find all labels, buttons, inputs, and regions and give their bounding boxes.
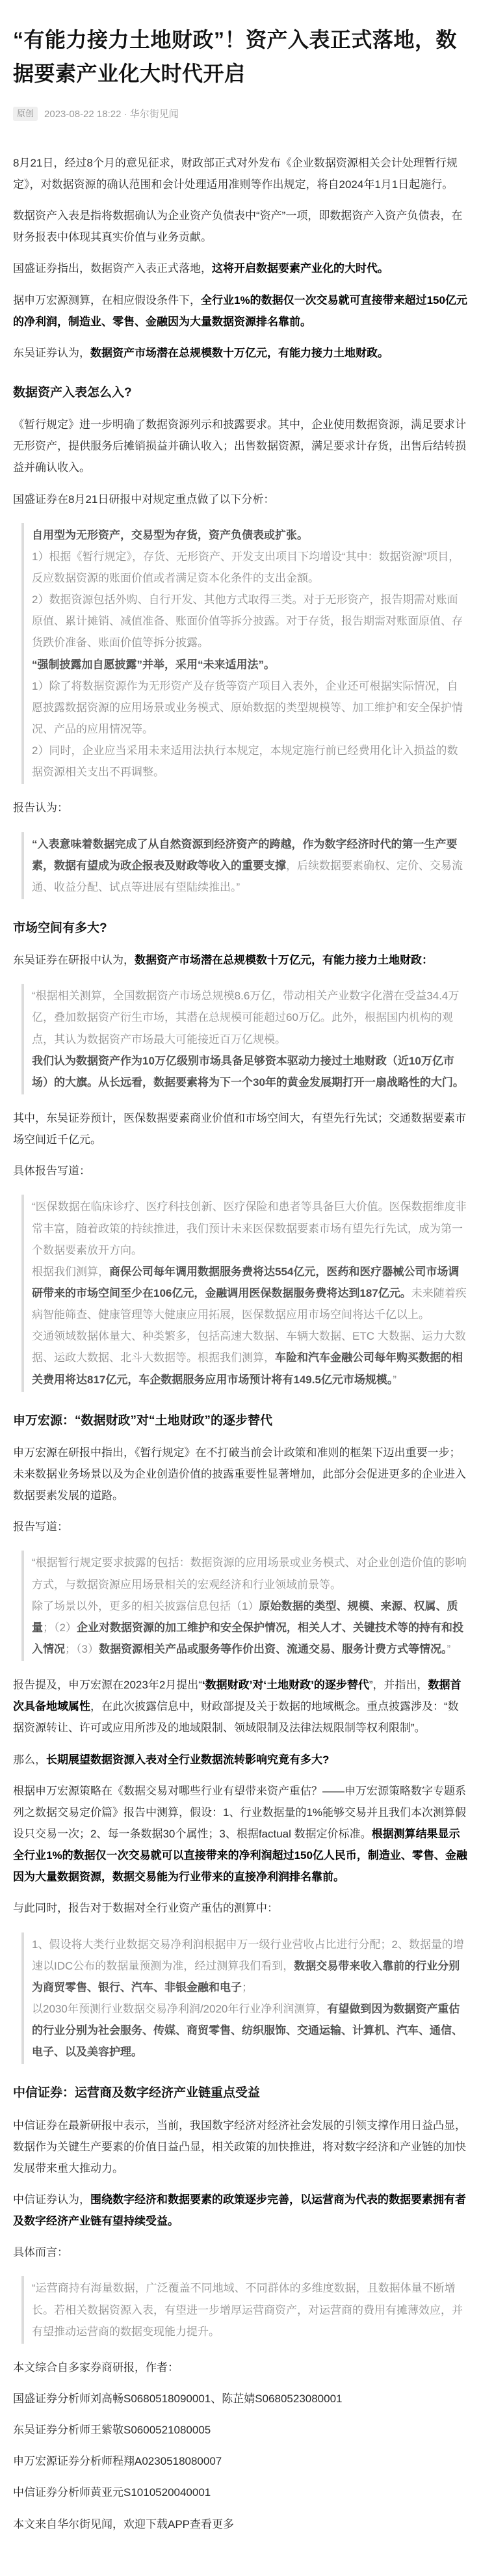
paragraph: 报告认为： (13, 802, 68, 815)
paragraph: 报告写道： (13, 1521, 68, 1534)
quote-paragraph: “医保数据在临床诊疗、医疗科技创新、医疗保险和患者等具备巨大价值。医保数据维度非常丰富，随着政策的持续推进，我们预计未来医保数据要素市场有望先行先试，成为第一个数据要素放开方向。 (32, 1200, 467, 1256)
original-badge: 原创 (13, 107, 38, 121)
quote-paragraph: 交通领域数据体量大、种类繁多，包括高速大数据、车辆大数据、ETC 大数据、运力大数据、运政大数据、北斗大数据等。根据我们测算，车险和汽车金融公司每年购买数据的相关费用将达817亿元，车企数据服务应用市场预计将有149.5亿元市场规模。” (32, 1330, 466, 1386)
research-quote-block (21, 523, 468, 785)
paragraph: 东吴证券认为，数据资产市场潜在总规模数十万亿元，有能力接力土地财政。 (13, 346, 389, 359)
paragraph: 国盛证券指出，数据资产入表正式落地，这将开启数据要素产业化的大时代。 (13, 262, 389, 275)
bold-text: 数据资产市场潜在总规模数十万亿元，有能力接力土地财政。 (90, 346, 389, 359)
date-source-text: 2023-08-22 18:22 · 华尔街见闻 (44, 109, 179, 120)
paragraph: 根据申万宏源策略在《数据交易对哪些行业有望带来资产重估？——申万宏源策略数字专题系列之数据交易定价篇》报告中测算，假设：1、行业数据量的1%能够交易并且我们本次测算假设只交易一次；2、每一条数据30个属性；3、根据factual 数据定价标准。根据测算结果显示全行业1%的数据仅一次交易就可以直接带来的净利润超过150亿人民币，制造业、零售、金融因为大量数据资源，数据交易能为行业带来的直接净利润排名靠前。 (13, 1784, 467, 1884)
paragraph: 具体报告写道： (13, 1165, 90, 1178)
article-body (13, 152, 468, 2535)
paragraph: 国盛证券分析师刘高畅S0680518090001、陈芷婧S0680523080001 (13, 2392, 343, 2405)
research-quote-block (21, 832, 468, 899)
paragraph: 中信证券认为，围绕数字经济和数据要素的政策逐步完善，以运营商为代表的数据要素拥有者及数字经济产业链有望持续受益。 (13, 2193, 466, 2228)
paragraph: 与此同时，报告对于数据对全行业资产重估的测算中： (13, 1902, 278, 1915)
quote-paragraph: “根据相关测算，全国数据资产市场总规模8.6万亿，带动相关产业数字化潜在受益34.4万亿，叠加数据资产衍生市场，其潜在总规模可能超过60万亿。此外，根据国内机构的观点，其认为数据资产市场最大可能接近百万亿规模。 (32, 990, 460, 1046)
bold-text: 商保公司每年调用数据服务费将达554亿元，医药和医疗器械公司市场调研带来的市场空间至少在106亿元，金融调用医保数据服务费将达到187亿元。 (32, 1265, 460, 1299)
research-quote-block (21, 984, 468, 1094)
paragraph: 据申万宏源测算，在相应假设条件下，全行业1%的数据仅一次交易就可直接带来超过150亿元的净利润，制造业、零售、金融因为大量数据资源排名靠前。 (13, 293, 467, 328)
paragraph: 本文综合自多家券商研报，作者： (13, 2361, 179, 2374)
paragraph: 中信证券在最新研报中表示，当前，我国数字经济对经济社会发展的引领支撑作用日益凸显，数据作为关键生产要素的价值日益凸显，相关政策的加快推进，将对数字经济和产业链的加快发展带来重大推动力。 (13, 2119, 466, 2175)
quote-paragraph: 2）数据资源包括外购、自行开发、其他方式取得三类。对于无形资产，报告期需对账面原值、累计摊销、减值准备、账面价值等拆分披露。对于存货，报告期需对账面原值、存货跌价准备、账面价值等拆分披露。 (32, 593, 463, 649)
quote-paragraph: 2）同时，企业应当采用未来适用法执行本规定，本规定施行前已经费用化计入损益的数据资源相关支出不再调整。 (32, 744, 458, 779)
paragraph: 报告提及，申万宏源在2023年2月提出“‘数据财政’对‘土地财政’的逐步替代”，并指出，数据首次具备地域属性，在此次披露信息中，财政部提及关于数据的地域概念。重点披露涉及：“数据资源转让、许可或应用所涉及的地域限制、领域限制及法律法规限制等权利限制”。 (13, 1679, 462, 1735)
bold-text: ‘数据财政’对‘土地财政’的逐步替代 (202, 1679, 369, 1692)
research-quote-block (21, 1932, 468, 2065)
section-heading: 数据资产入表怎么入? (13, 385, 132, 400)
bold-text: 原始数据的类型、规模、来源、权属、质量 (32, 1599, 458, 1634)
bold-text: 数据资源相关产品或服务等作价出资、流通交易、服务计费方式等情况。 (98, 1643, 447, 1655)
bold-text: 长期展望数据资源入表对全行业数据流转影响究竟有多大? (46, 1753, 330, 1766)
paragraph: 那么，长期展望数据资源入表对全行业数据流转影响究竟有多大? (13, 1753, 330, 1766)
quote-paragraph: 1）根据《暂行规定》，存货、无形资产、开发支出项目下均增设“其中：数据资源”项目，反应数据资源的账面价值或者满足资本化条件的支出金额。 (32, 550, 460, 584)
paragraph: 国盛证券在8月21日研报中对规定重点做了以下分析： (13, 493, 275, 506)
quote-paragraph: 以2030年预测行业数据交易净利润/2020年行业净利润测算，有望做到因为数据资产重估的行业分别为社会服务、传媒、商贸零售、纺织服饰、交通运输、计算机、汽车、通信、电子、以及美容护理。 (32, 2002, 463, 2059)
bold-text: 全行业1%的数据仅一次交易就可直接带来超过150亿元的净利润，制造业、零售、金融因为大量数据资源排名靠前。 (13, 293, 467, 328)
section-heading: 市场空间有多大? (13, 921, 107, 935)
paragraph: 数据资产入表是指将数据确认为企业资产负债表中“资产”一项，即数据资产入资产负债表，在财务报表中体现其真实价值与业务贡献。 (13, 210, 463, 244)
article-meta (13, 107, 468, 121)
bold-text: 企业对数据资源的加工维护和安全保护情况，相关人才、关键技术等的持有和投入情况 (32, 1621, 463, 1655)
bold-text: 有望做到因为数据资产重估的行业分别为社会服务、传媒、商贸零售、纺织服饰、交通运输、计算机、汽车、通信、电子、以及美容护理。 (32, 2002, 463, 2059)
section-heading: 中信证券：运营商及数字经济产业链重点受益 (13, 2086, 261, 2100)
bold-text: 数据交易带来收入靠前的行业分别为商贸零售、银行、汽车、非银金融和电子 (32, 1959, 460, 1994)
paragraph: 本文来自华尔街见闻，欢迎下载APP查看更多 (13, 2517, 235, 2530)
research-quote-block (21, 2276, 468, 2343)
paragraph: 申万宏源在研报中指出，《暂行规定》在不打破当前会计政策和准则的框架下迈出重要一步；未来数据业务场景以及为企业创造价值的披露重要性显著增加，此部分会促进更多的企业进入数据要素发展的道路。 (13, 1446, 466, 1502)
paragraph: 具体而言： (13, 2246, 68, 2259)
quote-paragraph: 除了场景以外，更多的相关披露信息包括（1）原始数据的类型、规模、来源、权属、质量；（2）企业对数据资源的加工维护和安全保护情况，相关人才、关键技术等的持有和投入情况；（3）数据资源相关产品或服务等作价出资、流通交易、服务计费方式等情况。” (32, 1599, 463, 1655)
bold-text: 围绕数字经济和数据要素的政策逐步完善，以运营商为代表的数据要素拥有者及数字经济产业链有望持续受益。 (13, 2193, 466, 2228)
bold-text: 车险和汽车金融公司每年购买数据的相关费用将达817亿元，车企数据服务应用市场预计将有149.5亿元市场规模。 (32, 1351, 463, 1386)
bold-text: 我们认为数据资产作为10万亿级别市场具备足够资本驱动力接过土地财政（近10万亿市场）的大旗。从长远看，数据要素将为下一个30年的黄金发展期打开一扇战略性的大门。 (32, 1054, 464, 1089)
quote-paragraph (32, 654, 468, 675)
bold-text: 数据首次具备地域属性 (13, 1679, 462, 1713)
paragraph: 其中，东吴证券预计，医保数据要素商业价值和市场空间大，有望先行先试；交通数据要素市场空间近千亿元。 (13, 1112, 466, 1146)
quote-paragraph (32, 1050, 468, 1093)
quote-paragraph (32, 524, 468, 546)
paragraph: 中信证券分析师黄亚元S1010520040001 (13, 2486, 211, 2499)
bold-text: 自用型为无形资产，交易型为存货，资产负债表或扩张。 (32, 528, 308, 541)
quote-paragraph: “根据暂行规定要求披露的包括：数据资源的应用场景或业务模式、对企业创造价值的影响方式，与数据资源应用场景相关的宏观经济和行业领域前景等。 (32, 1556, 467, 1591)
page-title: “有能力接力土地财政”！资产入表正式落地，数据要素产业化大时代开启 (13, 28, 458, 85)
quote-paragraph: “运营商持有海量数据，广泛覆盖不同地域、不同群体的多维度数据，且数据体量不断增长。若相关数据资源入表，有望进一步增厚运营商资产，对运营商的费用有摊薄效应，并有望推动运营商的数据变现能力提升。 (32, 2282, 463, 2338)
quote-paragraph: “入表意味着数据完成了从自然资源到经济资产的跨越，作为数字经济时代的第一生产要素，数据有望成为政企报表及财政等收入的重要支撑，后续数据要素确权、定价、交易流通、收益分配、试点等进展有望陆续推出。” (32, 837, 463, 893)
bold-text: 这将开启数据要素产业化的大时代。 (212, 262, 389, 275)
research-quote-block (21, 1551, 468, 1661)
section-heading: 申万宏源：“数据财政”对“土地财政”的逐步替代 (13, 1413, 273, 1428)
bold-text: “强制披露加自愿披露”并举，采用“未来适用法”。 (32, 658, 275, 671)
paragraph: 东吴证券分析师王紫敬S0600521080005 (13, 2424, 211, 2437)
paragraph: 东吴证券在研报中认为，数据资产市场潜在总规模数十万亿元，有能力接力土地财政： (13, 954, 433, 967)
bold-text: 数据资产市场潜在总规模数十万亿元，有能力接力土地财政： (135, 954, 433, 967)
paragraph: 8月21日，经过8个月的意见征求，财政部正式对外发布《企业数据资源相关会计处理暂行规定》，对数据资源的确认范围和会计处理适用准则等作出规定，将自2024年1月1日起施行。 (13, 156, 458, 191)
research-quote-block (21, 1195, 468, 1391)
quote-paragraph: 1）除了将数据资源作为无形资产及存货等资产项目入表外，企业还可根据实际情况，自愿披露数据资源的应用场景或业务模式、原始数据的类型规模等、加工维护和安全保护情况、产品的应用情况等。 (32, 679, 463, 735)
paragraph: 申万宏源证券分析师程翔A0230518080007 (13, 2455, 222, 2468)
paragraph: 《暂行规定》进一步明确了数据资源列示和披露要求。其中，企业使用数据资源，满足要求计无形资产，提供服务后摊销损益并确认收入；出售数据资源，满足要求计存货，出售后结转损益并确认收入。 (13, 418, 466, 474)
quote-paragraph: 根据我们测算，商保公司每年调用数据服务费将达554亿元，医药和医疗器械公司市场调研带来的市场空间至少在106亿元，金融调用医保数据服务费将达到187亿元。未来随着疾病智能筛查、健康管理等大健康应用拓展，医保数据应用市场空间将达千亿以上。 (32, 1265, 467, 1322)
bold-text: 根据测算结果显示全行业1%的数据仅一次交易就可以直接带来的净利润超过150亿人民币，制造业、零售、金融因为大量数据资源，数据交易能为行业带来的直接净利润排名靠前。 (13, 1827, 467, 1884)
quote-paragraph: 1、假设将大类行业数据交易净利润根据申万一级行业营收占比进行分配；2、数据量的增速以IDC公布的数据量预测为准，经过测算我们看到，数据交易带来收入靠前的行业分别为商贸零售、银行、汽车、非银金融和电子； (32, 1938, 464, 1994)
bold-text: “入表意味着数据完成了从自然资源到经济资产的跨越，作为数字经济时代的第一生产要素，数据有望成为政企报表及财政等收入的重要支撑 (32, 837, 458, 872)
